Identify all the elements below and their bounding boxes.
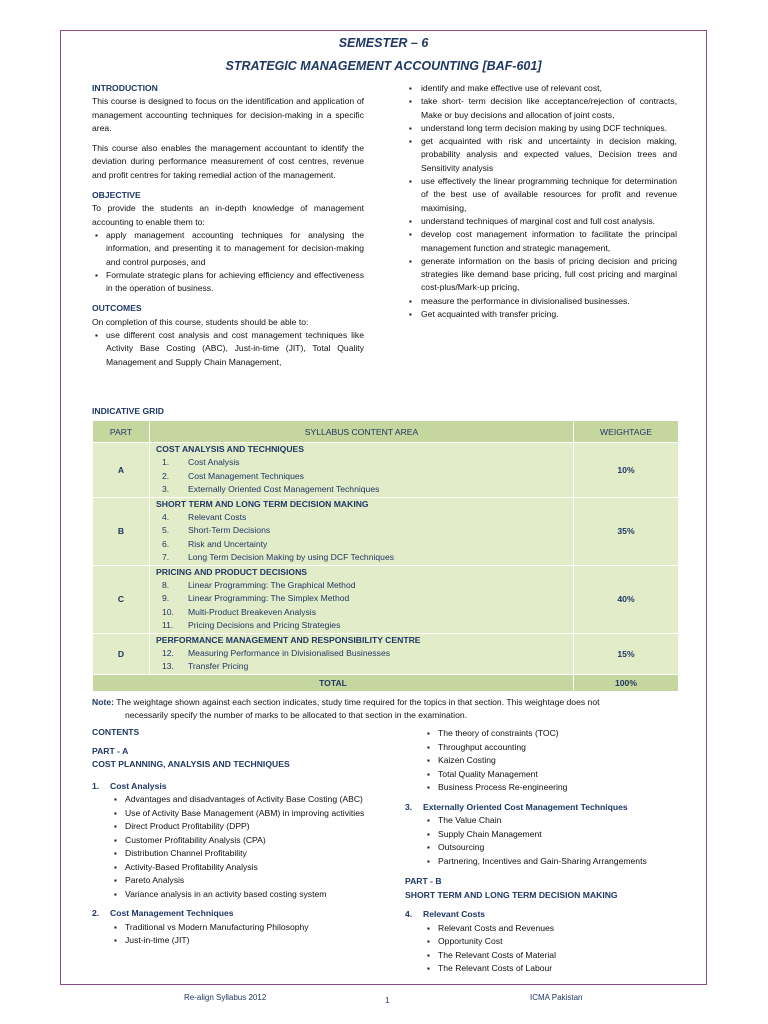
- part-cell: A: [93, 443, 150, 498]
- list-item: ▪ The Relevant Costs of Material: [425, 949, 690, 963]
- list-item: ▪ Opportunity Cost: [425, 935, 690, 949]
- section-2-list-cont: [425, 727, 690, 795]
- list-item: ▪ The theory of constraints (TOC): [425, 727, 690, 741]
- section-heading: 4. Relevant Costs: [405, 909, 486, 919]
- weight-cell: 10%: [574, 443, 679, 498]
- list-item: ▪ Advantages and disadvantages of Activity Base Costing (ABC): [112, 793, 382, 807]
- list-item: ▪ Supply Chain Management: [425, 828, 690, 842]
- grid-row-a: [93, 443, 679, 498]
- list-item: ▪ Kaizen Costing: [425, 754, 690, 768]
- section-1-list: [112, 793, 382, 901]
- section-title: PERFORMANCE MANAGEMENT AND RESPONSIBILITY CENTRE: [156, 634, 421, 645]
- outcome-item: ▪ identify and make effective use of relevant cost,: [409, 82, 677, 95]
- outcome-item: ▪ use effectively the linear programming technique for determination of the best use of available resources for profit and revenue maximising,: [409, 175, 677, 215]
- list-item: ▪ Activity-Based Profitability Analysis: [112, 861, 382, 875]
- weightage-note: [92, 696, 679, 722]
- list-item: ▪ Distribution Channel Profitability: [112, 847, 382, 861]
- indicative-grid-label: INDICATIVE GRID: [92, 406, 164, 416]
- section-heading: 2. Cost Management Techniques: [92, 908, 234, 918]
- topic-item: 1. Cost Analysis: [162, 457, 240, 467]
- section-heading: 1. Cost Analysis: [92, 780, 167, 791]
- topic-item: 6. Risk and Uncertainty: [162, 538, 268, 549]
- outcome-item: ▪ get acquainted with risk and uncertainty in decision making, probability analysis and expected values, Decision trees and Sensitivity analysis: [409, 135, 677, 175]
- note-line-1: The weightage shown against each section indicates, study time required for the topics in that section. This weightage does not: [116, 697, 600, 707]
- left-column: [92, 82, 364, 369]
- area-cell: [150, 443, 574, 498]
- grid-row-c: [93, 565, 679, 633]
- outcome-item: ▪ take short- term decision like acceptance/rejection of contracts, Make or buy decisions and allocation of joint costs,: [409, 95, 677, 122]
- outcome-item: ▪ generate information on the basis of pricing decision and pricing strategies like demand base pricing, full cost pricing and marginal cost-plus/Mark-up pricing,: [409, 255, 677, 295]
- topic-item: 9. Linear Programming: The Simplex Method: [162, 593, 350, 603]
- outcome-item: ▪ use different cost analysis and cost management techniques like Activity Base Costing (ABC), Just-in-time (JIT), Total Quality Management and Supply Chain Management,: [92, 329, 364, 369]
- contents-left-column: [92, 726, 382, 948]
- outcome-item: ▪ understand long term decision making by using DCF techniques.: [409, 122, 677, 135]
- right-column: [409, 82, 677, 321]
- topic-item: 5. Short-Term Decisions: [162, 525, 271, 535]
- list-item: ▪ Outsourcing: [425, 841, 690, 855]
- grid-total-row: [93, 674, 679, 691]
- list-item: ▪ Variance analysis in an activity based costing system: [112, 888, 382, 902]
- total-label: TOTAL: [93, 674, 574, 691]
- list-item: ▪ Business Process Re-engineering: [425, 781, 690, 795]
- topic-item: 13. Transfer Pricing: [162, 661, 249, 671]
- section-heading: 3. Externally Oriented Cost Management Techniques: [405, 801, 628, 812]
- note-line-2: necessarily specify the number of marks to be allocated to that section in the examination.: [125, 710, 468, 720]
- course-title: STRATEGIC MANAGEMENT ACCOUNTING [BAF-601]: [225, 59, 542, 73]
- objective-item: ▪ apply management accounting techniques for analysing the information, and presenting it to management for decision-making and control purposes, and: [92, 229, 364, 269]
- outcomes-intro: On completion of this course, students should be able to:: [92, 316, 309, 327]
- topic-item: 8. Linear Programming: The Graphical Method: [162, 579, 356, 590]
- list-item: ▪ The Relevant Costs of Labour: [425, 962, 690, 976]
- part-cell: D: [93, 633, 150, 674]
- list-item: ▪ Customer Profitability Analysis (CPA): [112, 834, 382, 848]
- list-item: ▪ Use of Activity Base Management (ABM) in improving activities: [112, 807, 382, 821]
- semester-title: SEMESTER – 6: [338, 36, 429, 50]
- introduction-paragraph-2: This course also enables the management accountant to identify the deviation during performance measurement of cost centres, revenue and profit centres for taking remedial action of the management.: [92, 143, 364, 180]
- objective-heading: OBJECTIVE: [92, 190, 141, 201]
- grid-row-b: [93, 497, 679, 565]
- page-number: 1: [385, 996, 390, 1005]
- total-weight: 100%: [574, 674, 679, 691]
- outcomes-list-right: [409, 82, 677, 321]
- section-4-list: [425, 922, 690, 976]
- header-area: SYLLABUS CONTENT AREA: [150, 421, 574, 443]
- outcome-item: ▪ develop cost management information to facilitate the principal management function and strategic management,: [409, 228, 677, 255]
- part-a-label: PART - A: [92, 745, 129, 756]
- topic-item: 2. Cost Management Techniques: [162, 470, 304, 481]
- note-label: Note:: [92, 697, 114, 707]
- part-cell: C: [93, 565, 150, 633]
- objective-item: ▪ Formulate strategic plans for achieving efficiency and effectiveness in the operation of business.: [92, 269, 364, 296]
- list-item: ▪ The Value Chain: [425, 814, 690, 828]
- section-title: SHORT TERM AND LONG TERM DECISION MAKING: [156, 498, 369, 509]
- grid-row-d: [93, 633, 679, 674]
- topic-item: 4. Relevant Costs: [162, 511, 247, 522]
- outcomes-heading: OUTCOMES: [92, 303, 142, 314]
- contents-heading: CONTENTS: [92, 727, 140, 737]
- list-item: ▪ Relevant Costs and Revenues: [425, 922, 690, 936]
- outcomes-list-left: [92, 329, 364, 369]
- topic-item: 7. Long Term Decision Making by using DCF Techniques: [162, 552, 395, 562]
- area-cell: [150, 633, 574, 674]
- introduction-paragraph-1: This course is designed to focus on the identification and application of management accounting techniques for decision-making in a specific area.: [92, 96, 364, 133]
- part-a-title: COST PLANNING, ANALYSIS AND TECHNIQUES: [92, 759, 290, 769]
- topic-item: 12. Measuring Performance in Divisionalised Businesses: [162, 647, 391, 658]
- header-weightage: WEIGHTAGE: [574, 421, 679, 443]
- list-item: ▪ Total Quality Management: [425, 768, 690, 782]
- weight-cell: 35%: [574, 497, 679, 565]
- header-part: PART: [93, 421, 150, 443]
- outcome-item: ▪ understand techniques of marginal cost and full cost analysis.: [409, 215, 677, 228]
- part-b-title: SHORT TERM AND LONG TERM DECISION MAKING: [405, 889, 618, 900]
- section-2-list: [112, 921, 382, 948]
- topic-item: 10. Multi-Product Breakeven Analysis: [162, 606, 317, 617]
- weight-cell: 40%: [574, 565, 679, 633]
- indicative-grid-table: [92, 420, 679, 692]
- list-item: ▪ Just-in-time (JIT): [112, 934, 382, 948]
- topic-item: 11. Pricing Decisions and Pricing Strategies: [162, 620, 341, 630]
- outcome-item: ▪ measure the performance in divisionalised businesses.: [409, 295, 677, 308]
- area-cell: [150, 565, 574, 633]
- footer-right: ICMA Pakistan: [530, 993, 583, 1002]
- grid-header-row: [93, 421, 679, 443]
- area-cell: [150, 497, 574, 565]
- list-item: ▪ Throughput accounting: [425, 741, 690, 755]
- contents-right-column: [405, 727, 690, 976]
- part-cell: B: [93, 497, 150, 565]
- objective-intro: To provide the students an in-depth knowledge of management accounting to enable them to:: [92, 203, 364, 227]
- list-item: ▪ Traditional vs Modern Manufacturing Philosophy: [112, 921, 382, 935]
- section-title: PRICING AND PRODUCT DECISIONS: [156, 566, 308, 577]
- footer-left: Re-align Syllabus 2012: [184, 993, 267, 1002]
- objective-list: [92, 229, 364, 295]
- weight-cell: 15%: [574, 633, 679, 674]
- section-3-list: [425, 814, 690, 868]
- list-item: ▪ Pareto Analysis: [112, 874, 382, 888]
- outcome-item: ▪ Get acquainted with transfer pricing.: [409, 308, 677, 321]
- introduction-heading: INTRODUCTION: [92, 83, 158, 93]
- part-b-label: PART - B: [405, 876, 442, 886]
- list-item: ▪ Partnering, Incentives and Gain-Sharing Arrangements: [425, 855, 690, 869]
- list-item: ▪ Direct Product Profitability (DPP): [112, 820, 382, 834]
- section-title: COST ANALYSIS AND TECHNIQUES: [156, 444, 305, 454]
- topic-item: 3. Externally Oriented Cost Management Techniques: [162, 484, 380, 494]
